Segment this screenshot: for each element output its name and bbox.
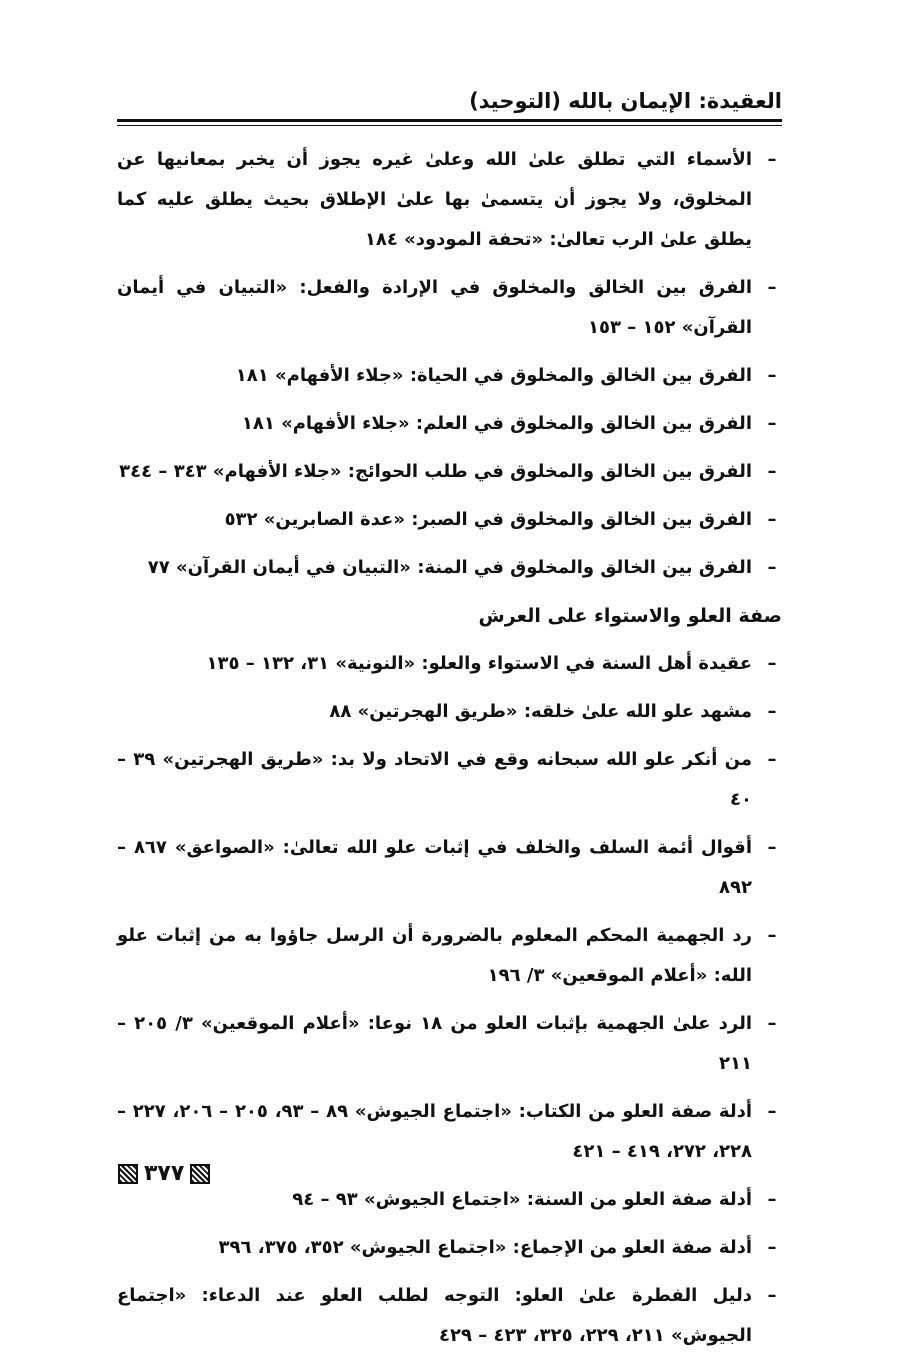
entry-text: عقيدة أهل السنة في الاستواء والعلو: «النونية» ٣١، ١٣٢ – ١٣٥ bbox=[206, 653, 752, 674]
index-entry bbox=[117, 1004, 782, 1084]
index-entry bbox=[117, 692, 782, 732]
entry-text: الفرق بين الخالق والمخلوق في الصبر: «عدة الصابرين» ٥٣٢ bbox=[224, 509, 752, 530]
index-entry bbox=[117, 356, 782, 396]
header-rule-thin bbox=[117, 125, 782, 126]
entry-text: الفرق بين الخالق والمخلوق في الحياة: «جلاء الأفهام» ١٨١ bbox=[235, 365, 752, 386]
page-number-footer bbox=[118, 1157, 210, 1191]
entry-text: أدلة صفة العلو من الكتاب: «اجتماع الجيوش» ٨٩ – ٩٣، ٢٠٥ – ٢٠٦، ٢٢٧ – ٢٢٨، ٢٧٢، ٤١٩ – ٤٢١ bbox=[117, 1101, 752, 1162]
entry-text: الفرق بين الخالق والمخلوق في الإرادة والفعل: «التبيان في أيمان القرآن» ١٥٢ – ١٥٣ bbox=[117, 277, 752, 338]
entry-dash: – bbox=[767, 1013, 777, 1034]
entry-text: دليل الفطرة علىٰ العلو: التوجه لطلب العلو عند الدعاء: «اجتماع الجيوش» ٢١١، ٢٢٩، ٣٢٥، ٤٢٣ – ٤٢٩ bbox=[117, 1285, 752, 1346]
entry-text: مشهد علو الله علىٰ خلقه: «طريق الهجرتين» ٨٨ bbox=[329, 701, 752, 722]
index-entry bbox=[117, 916, 782, 996]
index-entry bbox=[117, 404, 782, 444]
entry-text: رد الجهمية المحكم المعلوم بالضرورة أن الرسل جاؤوا به من إثبات علو الله: «أعلام الموقعين» ٣/ ١٩٦ bbox=[117, 925, 752, 986]
entry-dash: – bbox=[767, 1237, 777, 1258]
header-rule-thick bbox=[117, 119, 782, 122]
entry-dash: – bbox=[767, 461, 777, 482]
entry-text: الرد علىٰ الجهمية بإثبات العلو من ١٨ نوعا: «أعلام الموقعين» ٣/ ٢٠٥ – ٢١١ bbox=[117, 1013, 753, 1074]
entry-dash: – bbox=[767, 653, 777, 674]
index-entry bbox=[117, 1092, 782, 1172]
index-entry bbox=[117, 740, 782, 820]
ornament-icon bbox=[118, 1164, 138, 1184]
entry-text: من أنكر علو الله سبحانه وقع في الاتحاد ولا بد: «طريق الهجرتين» ٣٩ – ٤٠ bbox=[117, 749, 752, 810]
index-entry bbox=[117, 500, 782, 540]
entry-dash: – bbox=[767, 837, 777, 858]
index-entry bbox=[117, 828, 782, 908]
entry-dash: – bbox=[767, 365, 777, 386]
entry-text: الفرق بين الخالق والمخلوق في العلم: «جلاء الأفهام» ١٨١ bbox=[241, 413, 752, 434]
index-entry bbox=[117, 644, 782, 684]
index-entry bbox=[117, 1180, 782, 1220]
index-entry bbox=[117, 452, 782, 492]
entry-text: أقوال أئمة السلف والخلف في إثبات علو الله تعالىٰ: «الصواعق» ٨٦٧ – ٨٩٢ bbox=[117, 837, 752, 898]
entry-dash: – bbox=[767, 701, 777, 722]
entry-dash: – bbox=[767, 749, 777, 770]
entry-dash: – bbox=[767, 1285, 777, 1306]
entry-text: الفرق بين الخالق والمخلوق في المنة: «التبيان في أيمان القرآن» ٧٧ bbox=[147, 557, 752, 578]
index-entry bbox=[117, 548, 782, 588]
entry-dash: – bbox=[767, 1189, 777, 1210]
index-entries-list bbox=[117, 140, 782, 1364]
entry-text: الأسماء التي تطلق علىٰ الله وعلىٰ غيره يجوز أن يخبر بمعانيها عن المخلوق، ولا يجوز أن يتسمىٰ بها علىٰ الإطلاق بحيث يطلق عليه كما يطلق علىٰ الرب تعالىٰ: «تحفة المودود» ١٨٤ bbox=[117, 149, 752, 250]
index-entry bbox=[117, 140, 782, 260]
entry-dash: – bbox=[767, 413, 777, 434]
entry-dash: – bbox=[767, 1101, 777, 1122]
index-entry bbox=[117, 1276, 782, 1356]
entry-text: أدلة صفة العلو من السنة: «اجتماع الجيوش» ٩٣ – ٩٤ bbox=[292, 1189, 752, 1210]
entry-dash: – bbox=[767, 925, 777, 946]
entry-text: أدلة صفة العلو من الإجماع: «اجتماع الجيوش» ٣٥٢، ٣٧٥، ٣٩٦ bbox=[218, 1237, 752, 1258]
entry-dash: – bbox=[767, 277, 777, 298]
entry-text: الفرق بين الخالق والمخلوق في طلب الحوائج: «جلاء الأفهام» ٣٤٣ – ٣٤٤ bbox=[119, 461, 752, 482]
entry-dash: – bbox=[767, 557, 777, 578]
running-header: العقيدة: الإيمان بالله (التوحيد) bbox=[469, 89, 782, 113]
entry-dash: – bbox=[767, 149, 777, 170]
index-entry bbox=[117, 1228, 782, 1268]
section-heading: صفة العلو والاستواء على العرش bbox=[478, 605, 782, 627]
page-number: ٣٧٧ bbox=[144, 1161, 185, 1186]
index-entry bbox=[117, 268, 782, 348]
ornament-icon bbox=[190, 1164, 210, 1184]
entry-dash: – bbox=[767, 509, 777, 530]
